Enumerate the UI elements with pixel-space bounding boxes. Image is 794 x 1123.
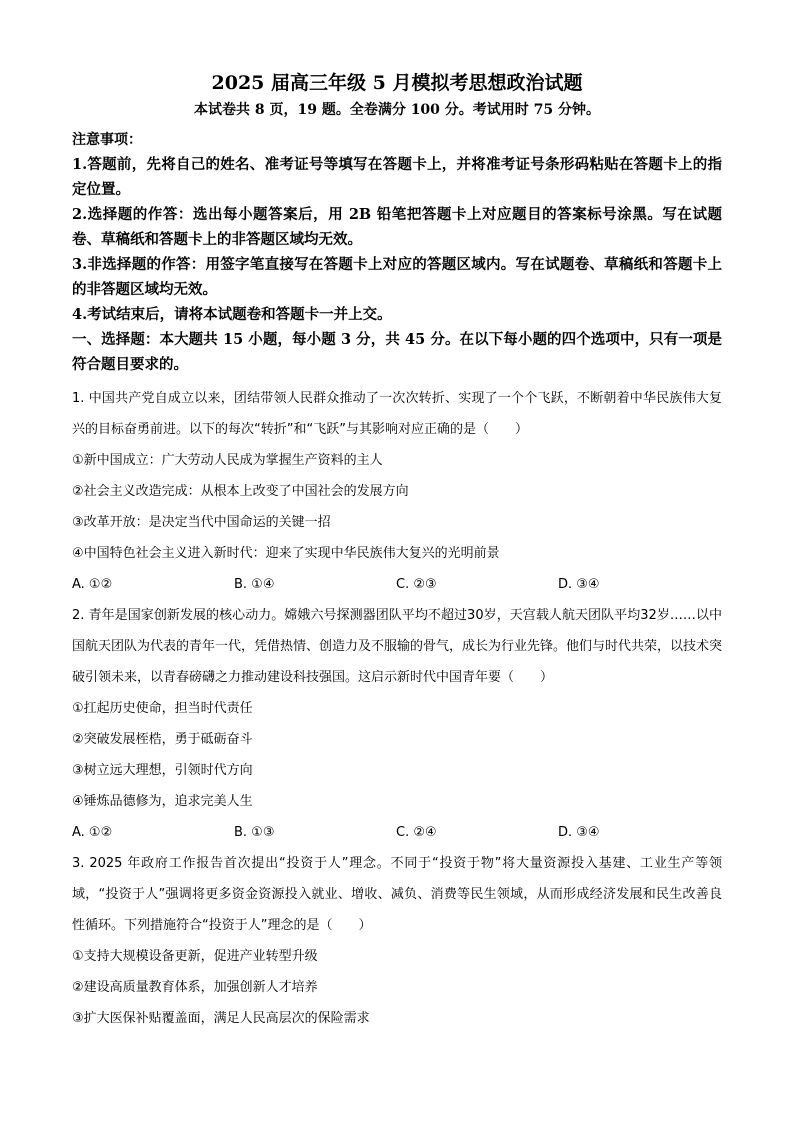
- notice-item: 1.答题前，先将自己的姓名、准考证号等填写在答题卡上，并将准考证号条形码粘贴在答题卡上的指定位置。: [72, 156, 722, 198]
- statement-item: ④锤炼品德修为，追求完美人生: [72, 794, 253, 809]
- statement-item: ②社会主义改造完成：从根本上改变了中国社会的发展方向: [72, 484, 409, 499]
- question-stem: 3. 2025 年政府工作报告首次提出“投资于人”理念。不同于“投资于物”将大量资源投入基建、工业生产等领域，“投资于人”强调将更多资金资源投入就业、增收、减负、消费等民生领域，从而形成经济发展和民生改善良性循环。下列措施符合“投资于人”理念的是（ ）: [72, 856, 722, 933]
- answer-options: [72, 569, 722, 600]
- statement-item: ①扛起历史使命，担当时代责任: [72, 701, 253, 716]
- statement-item: ③改革开放：是决定当代中国命运的关键一招: [72, 515, 331, 530]
- question-3: [72, 848, 722, 1034]
- statement-item: ②突破发展桎梏，勇于砥砺奋斗: [72, 732, 253, 747]
- notice-item: 4.考试结束后，请将本试题卷和答题卡一并上交。: [72, 306, 392, 323]
- statement-item: ④中国特色社会主义进入新时代：迎来了实现中华民族伟大复兴的光明前景: [72, 546, 500, 561]
- question-2: [72, 600, 722, 848]
- question-stem: 1. 中国共产党自成立以来，团结带领人民群众推动了一次次转折、实现了一个个飞跃，不断朝着中华民族伟大复兴的目标奋勇前进。以下的每次“转折”和“飞跃”与其影响对应正确的是（ ）: [72, 391, 722, 437]
- option-a: A. ①②: [72, 825, 113, 840]
- question-1: [72, 383, 722, 600]
- option-d: D. ③④: [558, 825, 600, 840]
- statement-item: ①新中国成立：广大劳动人民成为掌握生产资料的主人: [72, 453, 383, 468]
- option-b: B. ①④: [234, 577, 275, 592]
- notice-item: 3.非选择题的作答：用签字笔直接写在答题卡上对应的答题区域内。写在试题卷、草稿纸和答题卡上的非答题区域均无效。: [72, 256, 722, 298]
- exam-title: 2025 届高三年级 5 月模拟考思想政治试题: [211, 72, 583, 94]
- option-b: B. ①③: [234, 825, 275, 840]
- option-c: C. ②③: [396, 577, 437, 592]
- option-a: A. ①②: [72, 577, 113, 592]
- statement-item: ③扩大医保补贴覆盖面，满足人民高层次的保险需求: [72, 1011, 370, 1026]
- notice-item: 2.选择题的作答：选出每小题答案后，用 2B 铅笔把答题卡上对应题目的答案标号涂黑。写在试题卷、草稿纸和答题卡上的非答题区域均无效。: [72, 206, 722, 248]
- notice-heading: 注意事项：: [72, 132, 142, 148]
- option-c: C. ②④: [396, 825, 437, 840]
- answer-options: [72, 817, 722, 848]
- statement-item: ③树立远大理想，引领时代方向: [72, 763, 253, 778]
- exam-subtitle: 本试卷共 8 页，19 题。全卷满分 100 分。考试用时 75 分钟。: [193, 102, 601, 118]
- question-stem: 2. 青年是国家创新发展的核心动力。嫦娥六号探测器团队平均不超过30岁，天宫载人航天团队平均32岁……以中国航天团队为代表的青年一代，凭借热情、创造力及不服输的骨气，成长为行业先锋。他们与时代共荣，以技术突破引领未来，以青春磅礴之力推动建设科技强国。这启示新时代中国青年要（ ）: [72, 608, 723, 685]
- section-heading: 一、选择题：本大题共 15 小题，每小题 3 分，共 45 分。在以下每小题的四个选项中，只有一项是符合题目要求的。: [72, 331, 722, 373]
- statement-item: ①支持大规模设备更新，促进产业转型升级: [72, 949, 318, 964]
- option-d: D. ③④: [558, 577, 600, 592]
- statement-item: ②建设高质量教育体系，加强创新人才培养: [72, 980, 318, 995]
